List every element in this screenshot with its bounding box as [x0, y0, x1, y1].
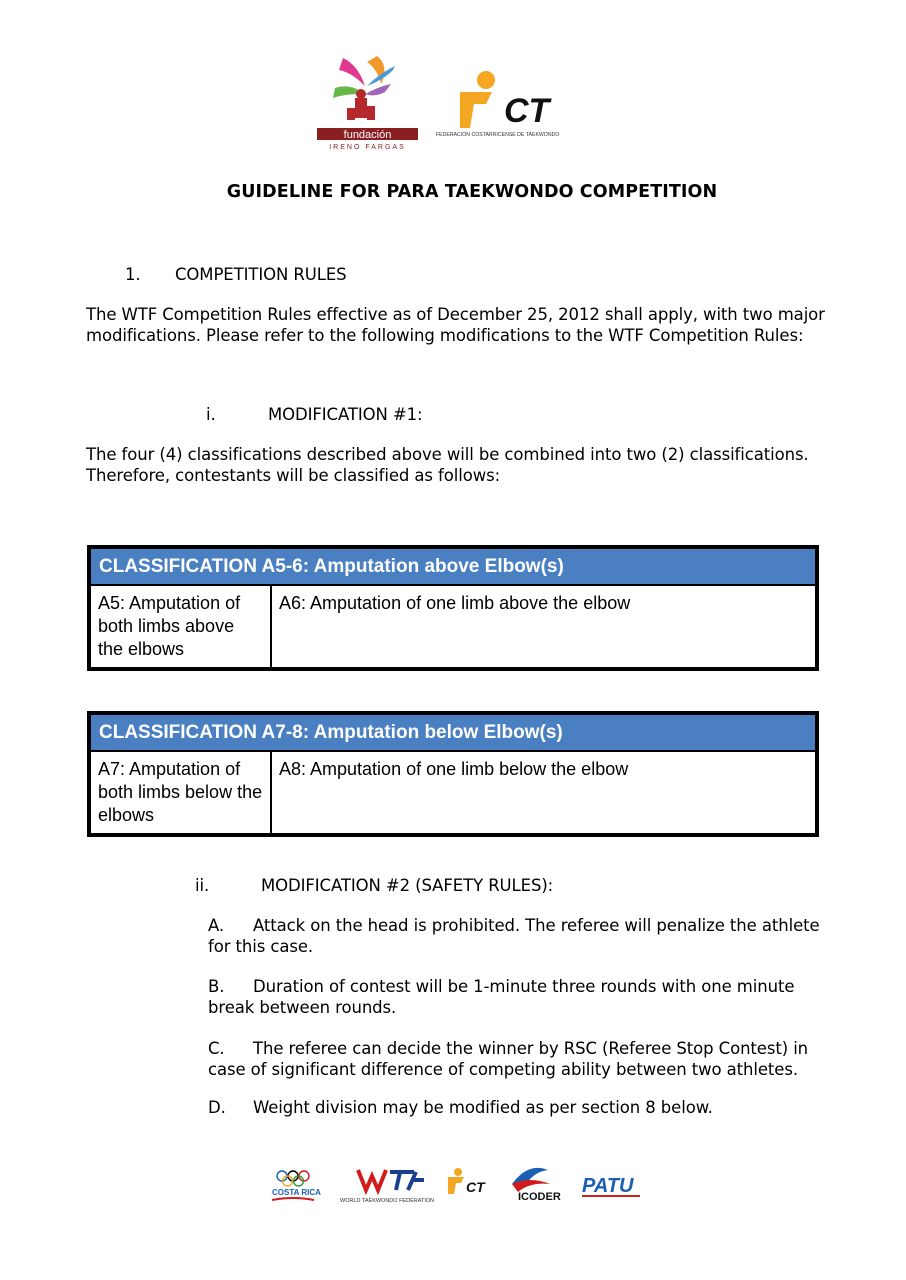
rule-letter: A.: [208, 916, 225, 935]
table-cell: A6: Amputation of one limb above the elbow: [279, 593, 631, 613]
section-number: 1.: [125, 265, 141, 284]
costa-rica-logo-text: COSTA RICA: [272, 1188, 321, 1197]
rule-letter: B.: [208, 977, 225, 996]
section-heading: COMPETITION RULES: [175, 265, 347, 284]
icoder-logo-text: ICODER: [518, 1191, 561, 1203]
olympic-rings-icon: [277, 1171, 309, 1186]
classification-table-a5-6: [87, 545, 819, 671]
footer-sponsor-logos: [268, 1162, 650, 1212]
rule-item-c: [208, 1038, 828, 1080]
fundacion-ireno-fargas-logo: [315, 52, 420, 152]
modification2-number: ii.: [195, 876, 210, 895]
rule-text: The referee can decide the winner by RSC (Referee Stop Contest) in case of significant difference of competing ability between two athletes.: [208, 1039, 809, 1079]
rule-item-a: [208, 915, 828, 957]
fct-footer-logo-text: CT: [466, 1179, 485, 1195]
modification2-heading: MODIFICATION #2 (SAFETY RULES):: [261, 876, 554, 895]
modification1-paragraph: The four (4) classifications described above will be combined into two (2) classifications. Therefore, contestants will be classified as follows:: [86, 445, 809, 485]
rule-text: Duration of contest will be 1-minute three rounds with one minute break between rounds.: [208, 977, 795, 1017]
table-header: CLASSIFICATION A7-8: Amputation below Elbow(s): [89, 713, 817, 751]
rule-letter: C.: [208, 1039, 225, 1058]
rule-letter: D.: [208, 1098, 226, 1117]
document-title: GUIDELINE FOR PARA TAEKWONDO COMPETITION: [226, 182, 718, 202]
rule-item-d: [208, 1097, 828, 1118]
wtf-logo-text: WORLD TAEKWONDO FEDERATION: [340, 1198, 435, 1204]
rule-text: Attack on the head is prohibited. The referee will penalize the athlete for this case.: [208, 916, 820, 956]
rule-item-b: [208, 976, 828, 1018]
table-cell: A7: Amputation of both limbs below the elbows: [89, 751, 271, 835]
table-cell: A8: Amputation of one limb below the elbow: [279, 759, 629, 779]
table-header: CLASSIFICATION A5-6: Amputation above Elbow(s): [89, 547, 817, 585]
fundacion-logo-text: fundación: [343, 129, 392, 141]
classification-table-a7-8: [87, 711, 819, 837]
rule-text: Weight division may be modified as per section 8 below.: [253, 1098, 713, 1117]
modification1-number: i.: [206, 405, 216, 424]
fundacion-logo-subtext: IRENO FARGAS: [329, 144, 406, 151]
modification1-heading: MODIFICATION #1:: [268, 405, 423, 424]
fct-logo-subtext: FEDERACION COSTARRICENSE DE TAEKWONDO: [436, 132, 560, 138]
fct-logo: [430, 70, 590, 140]
section-paragraph: The WTF Competition Rules effective as of December 25, 2012 shall apply, with two major modifications. Please refer to the following modifications to the WTF Competition Rules:: [86, 305, 825, 345]
patu-logo-text: PATU: [582, 1175, 634, 1197]
fct-logo-text: CT: [504, 92, 550, 130]
table-cell: A5: Amputation of both limbs above the elbows: [89, 585, 271, 669]
